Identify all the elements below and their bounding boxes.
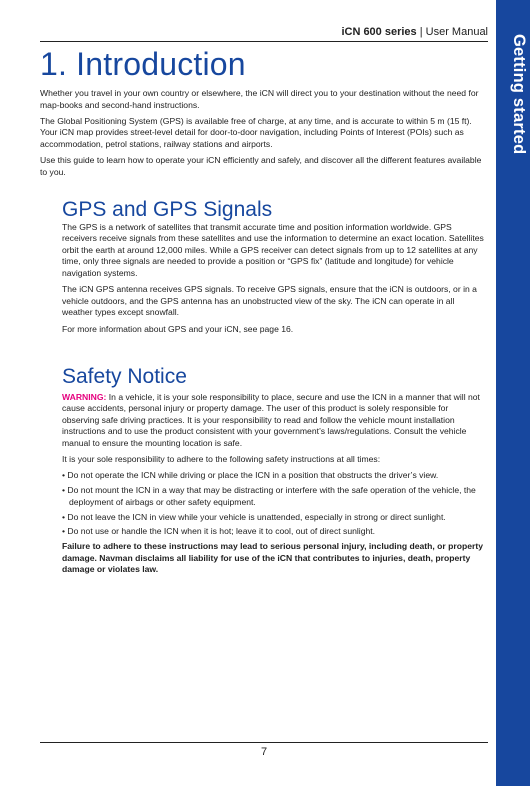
safety-section (62, 365, 486, 580)
adherence-paragraph: It is your sole responsibility to adhere to the following safety instructions at all times: (62, 454, 381, 465)
header-divider (40, 41, 488, 42)
running-header (40, 26, 488, 38)
safety-instructions-list (62, 470, 486, 538)
side-tab-label: Getting started (510, 34, 528, 155)
list-item: • Do not leave the ICN in view while your vehicle is unattended, especially in strong or direct sunlight. (62, 511, 446, 522)
gps-section (62, 198, 486, 340)
intro-paragraph: Use this guide to learn how to operate your iCN efficiently and safely, and discover all the different features available to you. (40, 155, 482, 177)
series-name: iCN 600 series (341, 26, 417, 38)
intro-section (40, 88, 486, 183)
intro-paragraph: Whether you travel in your own country or elsewhere, the iCN will direct you to your destination without the need for map-books and second-hand instructions. (40, 88, 479, 110)
page-title: 1. Introduction (40, 46, 246, 82)
gps-paragraph: The GPS is a network of satellites that transmit accurate time and position information worldwide. GPS receivers receive signals from these satellites and use the information to determine an exact location. Satellites orbit the earth at around 12,000 miles. While a GPS receiver can detect signals from up to 12 satellites at any time, only three signals are needed to provide a position or “GPS fix” (latitude and longitude) for vehicle navigation systems. (62, 221, 484, 278)
footer-divider (40, 742, 488, 743)
gps-paragraph: The iCN GPS antenna receives GPS signals. To receive GPS signals, ensure that the iCN is outdoors, or in a vehicle outdoors, and the GPS antenna has an unobstructed view of the sky. The iCN can operate in all weather types except snowfall. (62, 284, 477, 318)
header-separator: | (416, 26, 426, 38)
intro-paragraph: The Global Positioning System (GPS) is available free of charge, at any time, and is accurate to within 5 m (15 ft). Your iCN map provides street-level detail for door-to-door navigation, including Points of Interest (POIs) such as accommodation, petrol stations, railway stations and airports. (40, 115, 472, 149)
warning-label: WARNING: (62, 391, 107, 402)
page-number: 7 (260, 746, 268, 758)
gps-section-heading: GPS and GPS Signals (62, 198, 273, 221)
list-item: • Do not mount the ICN in a way that may be distracting or interfere with the safe operation of the vehicle, the deployment of airbags or other safety equipment. (62, 485, 476, 507)
liability-note: Failure to adhere to these instructions may lead to serious personal injury, including death, or property damage. Navman disclaims all liability for use of the iCN that contributes to injuries, death, property damage or violates law. (62, 541, 484, 575)
list-item: • Do not use or handle the ICN when it is hot; leave it to cool, out of direct sunlight. (62, 526, 376, 537)
safety-section-heading: Safety Notice (62, 365, 187, 388)
warning-paragraph (62, 392, 486, 450)
manual-title: User Manual (425, 26, 488, 38)
list-item: • Do not operate the ICN while driving or place the ICN in a position that obstructs the driver’s view. (62, 470, 439, 481)
gps-paragraph: For more information about GPS and your iCN, see page 16. (62, 323, 294, 334)
warning-text: In a vehicle, it is your sole responsibility to place, secure and use the ICN in a manner that will not cause accidents, personal injury or property damage. The user of this product is solely responsible for observing safe driving practices. It is your responsibility to read and follow the vehicle mount installation instructions and to use the product consistent with your government’s laws/regulations. Consult the vehicle manual to ensure the mounting location is safe. (62, 391, 480, 448)
